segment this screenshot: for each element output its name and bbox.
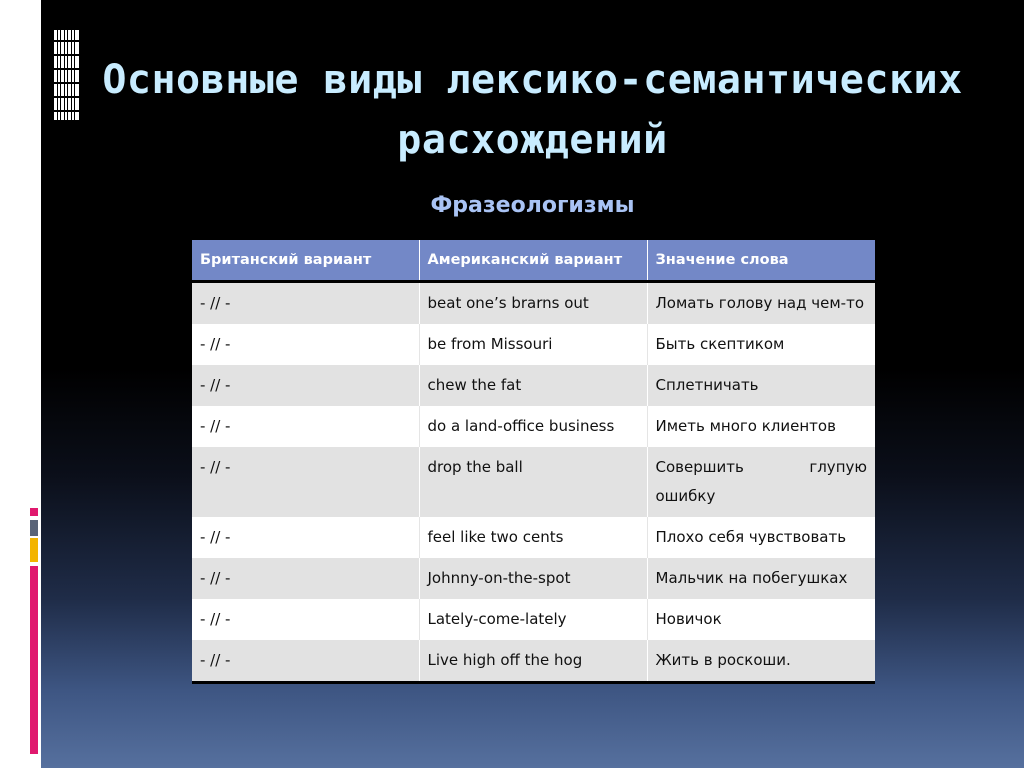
cell-british: - // - — [192, 640, 419, 683]
cell-american: chew the fat — [419, 365, 647, 406]
cell-american: Johnny-on-the-spot — [419, 558, 647, 599]
cell-meaning: Сплетничать — [647, 365, 875, 406]
table-row — [192, 282, 875, 325]
cell-meaning: Ломать голову над чем-то — [647, 282, 875, 325]
table-row — [192, 517, 875, 558]
decorative-color-bars — [30, 508, 38, 754]
cell-american: do a land-office business — [419, 406, 647, 447]
cell-british: - // - — [192, 599, 419, 640]
cell-american: feel like two cents — [419, 517, 647, 558]
slide-title: Основные виды лексико-семантических расхождений — [102, 57, 963, 163]
cell-british: - // - — [192, 365, 419, 406]
column-header-american: Американский вариант — [419, 240, 647, 282]
accent-bar-yellow — [30, 538, 38, 562]
accent-bar-magenta-top — [30, 508, 38, 516]
cell-british: - // - — [192, 447, 419, 517]
slide-subtitle: Фразеологизмы — [430, 193, 635, 218]
accent-bar-magenta-long — [30, 566, 38, 754]
cell-american: beat one’s brarns out — [419, 282, 647, 325]
cell-meaning: Иметь много клиентов — [647, 406, 875, 447]
table-row — [192, 599, 875, 640]
table-row — [192, 558, 875, 599]
cell-meaning: Быть скептиком — [647, 324, 875, 365]
cell-american: drop the ball — [419, 447, 647, 517]
column-header-meaning: Значение слова — [647, 240, 875, 282]
cell-meaning: Жить в роскоши. — [647, 640, 875, 683]
cell-meaning: Новичок — [647, 599, 875, 640]
cell-meaning: Мальчик на побегушках — [647, 558, 875, 599]
cell-british: - // - — [192, 406, 419, 447]
cell-american: Lately-come-lately — [419, 599, 647, 640]
cell-meaning: Плохо себя чувствовать — [647, 517, 875, 558]
cell-british: - // - — [192, 517, 419, 558]
cell-british: - // - — [192, 558, 419, 599]
table-row — [192, 365, 875, 406]
table-row — [192, 324, 875, 365]
accent-bar-gray — [30, 520, 38, 536]
table-row — [192, 406, 875, 447]
cell-meaning: Совершить глупую ошибку — [647, 447, 875, 517]
table-row — [192, 447, 875, 517]
table-header-row — [192, 240, 875, 282]
cell-british: - // - — [192, 282, 419, 325]
cell-british: - // - — [192, 324, 419, 365]
phraseology-table — [192, 240, 875, 684]
table-row — [192, 640, 875, 683]
cell-american: Live high off the hog — [419, 640, 647, 683]
cell-american: be from Missouri — [419, 324, 647, 365]
column-header-british: Британский вариант — [192, 240, 419, 282]
